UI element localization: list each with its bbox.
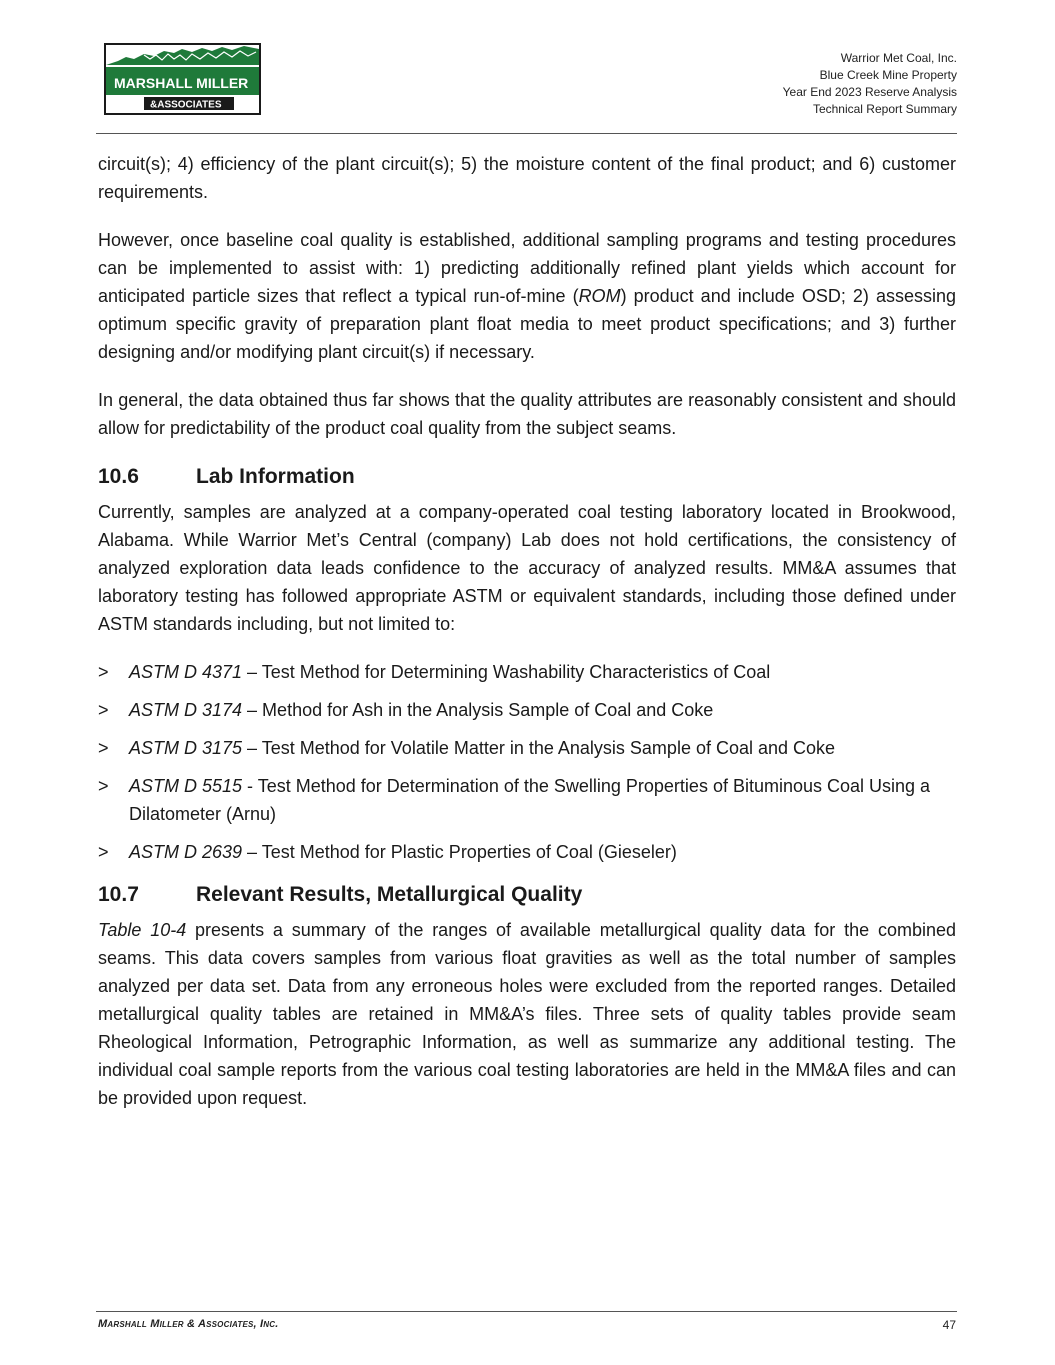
header-line: Blue Creek Mine Property [819, 68, 957, 82]
list-item: > ASTM D 3174 – Method for Ash in the Analysis Sample of Coal and Coke [98, 700, 714, 720]
paragraph: Table 10-4 presents a summary of the ranges of available metallurgical quality data for the combined seams. This data covers samples from various float gravities as well as the total number of samples analyzed per data set. Data from any erroneous holes were excluded from the reported ranges. Detailed metallurgical quality tables are retained in MM&A’s files. Three sets of quality tables provide seam Rheological Information, Petrographic Information, as well as summarize any additional testing. The individual coal sample reports from the various coal testing laboratories are held in the MM&A files and can be provided upon request. [98, 920, 956, 1108]
list-item: > ASTM D 4371 – Test Method for Determining Washability Characteristics of Coal [98, 662, 771, 682]
header-line: Warrior Met Coal, Inc. [840, 51, 957, 65]
paragraph: Currently, samples are analyzed at a company-operated coal testing laboratory located in Brookwood, Alabama. While Warrior Met’s Central (company) Lab does not hold certifications, the consistency of analyzed exploration data leads confidence to the accuracy of analyzed results. MM&A assumes that laboratory testing has followed appropriate ASTM or equivalent standards, including those defined under ASTM standards including, but not limited to: [98, 502, 956, 634]
section-heading-10-6: 10.6 Lab Information [98, 465, 355, 488]
report-header [783, 50, 957, 118]
company-logo [104, 43, 261, 115]
astm-standards-list [98, 658, 956, 866]
header-divider [96, 133, 957, 134]
logo-subtext: &ASSOCIATES [150, 99, 222, 111]
list-item: > ASTM D 3175 – Test Method for Volatile Matter in the Analysis Sample of Coal and Coke [98, 738, 836, 758]
footer-company: Marshall Miller & Associates, Inc. [98, 1318, 279, 1330]
section-heading-10-7: 10.7 Relevant Results, Metallurgical Quality [98, 883, 583, 906]
paragraph: However, once baseline coal quality is established, additional sampling programs and testing procedures can be implemented to assist with: 1) predicting additionally refined plant yields which account for anticipated particle sizes that reflect a typical run-of-mine (ROM) product and include OSD; 2) assessing optimum specific gravity of preparation plant float media to meet product specifications; and 3) further designing and/or modifying plant circuit(s) if necessary. [98, 230, 956, 362]
list-item: > ASTM D 5515 - Test Method for Determination of the Swelling Properties of Bituminous Coal Using a Dilatometer (Arnu) [98, 776, 931, 824]
paragraph: In general, the data obtained thus far shows that the quality attributes are reasonably consistent and should allow for predictability of the product coal quality from the subject seams. [98, 390, 956, 438]
page-number: 47 [942, 1318, 956, 1332]
logo-text: MARSHALL MILLER [114, 75, 249, 91]
list-item: > ASTM D 2639 – Test Method for Plastic Properties of Coal (Gieseler) [98, 842, 677, 862]
document-body [98, 150, 956, 1132]
footer-divider [96, 1311, 957, 1312]
header-line: Technical Report Summary [812, 102, 957, 116]
paragraph: circuit(s); 4) efficiency of the plant circuit(s); 5) the moisture content of the final product; and 6) customer requirements. [98, 154, 956, 202]
header-line: Year End 2023 Reserve Analysis [782, 85, 957, 99]
